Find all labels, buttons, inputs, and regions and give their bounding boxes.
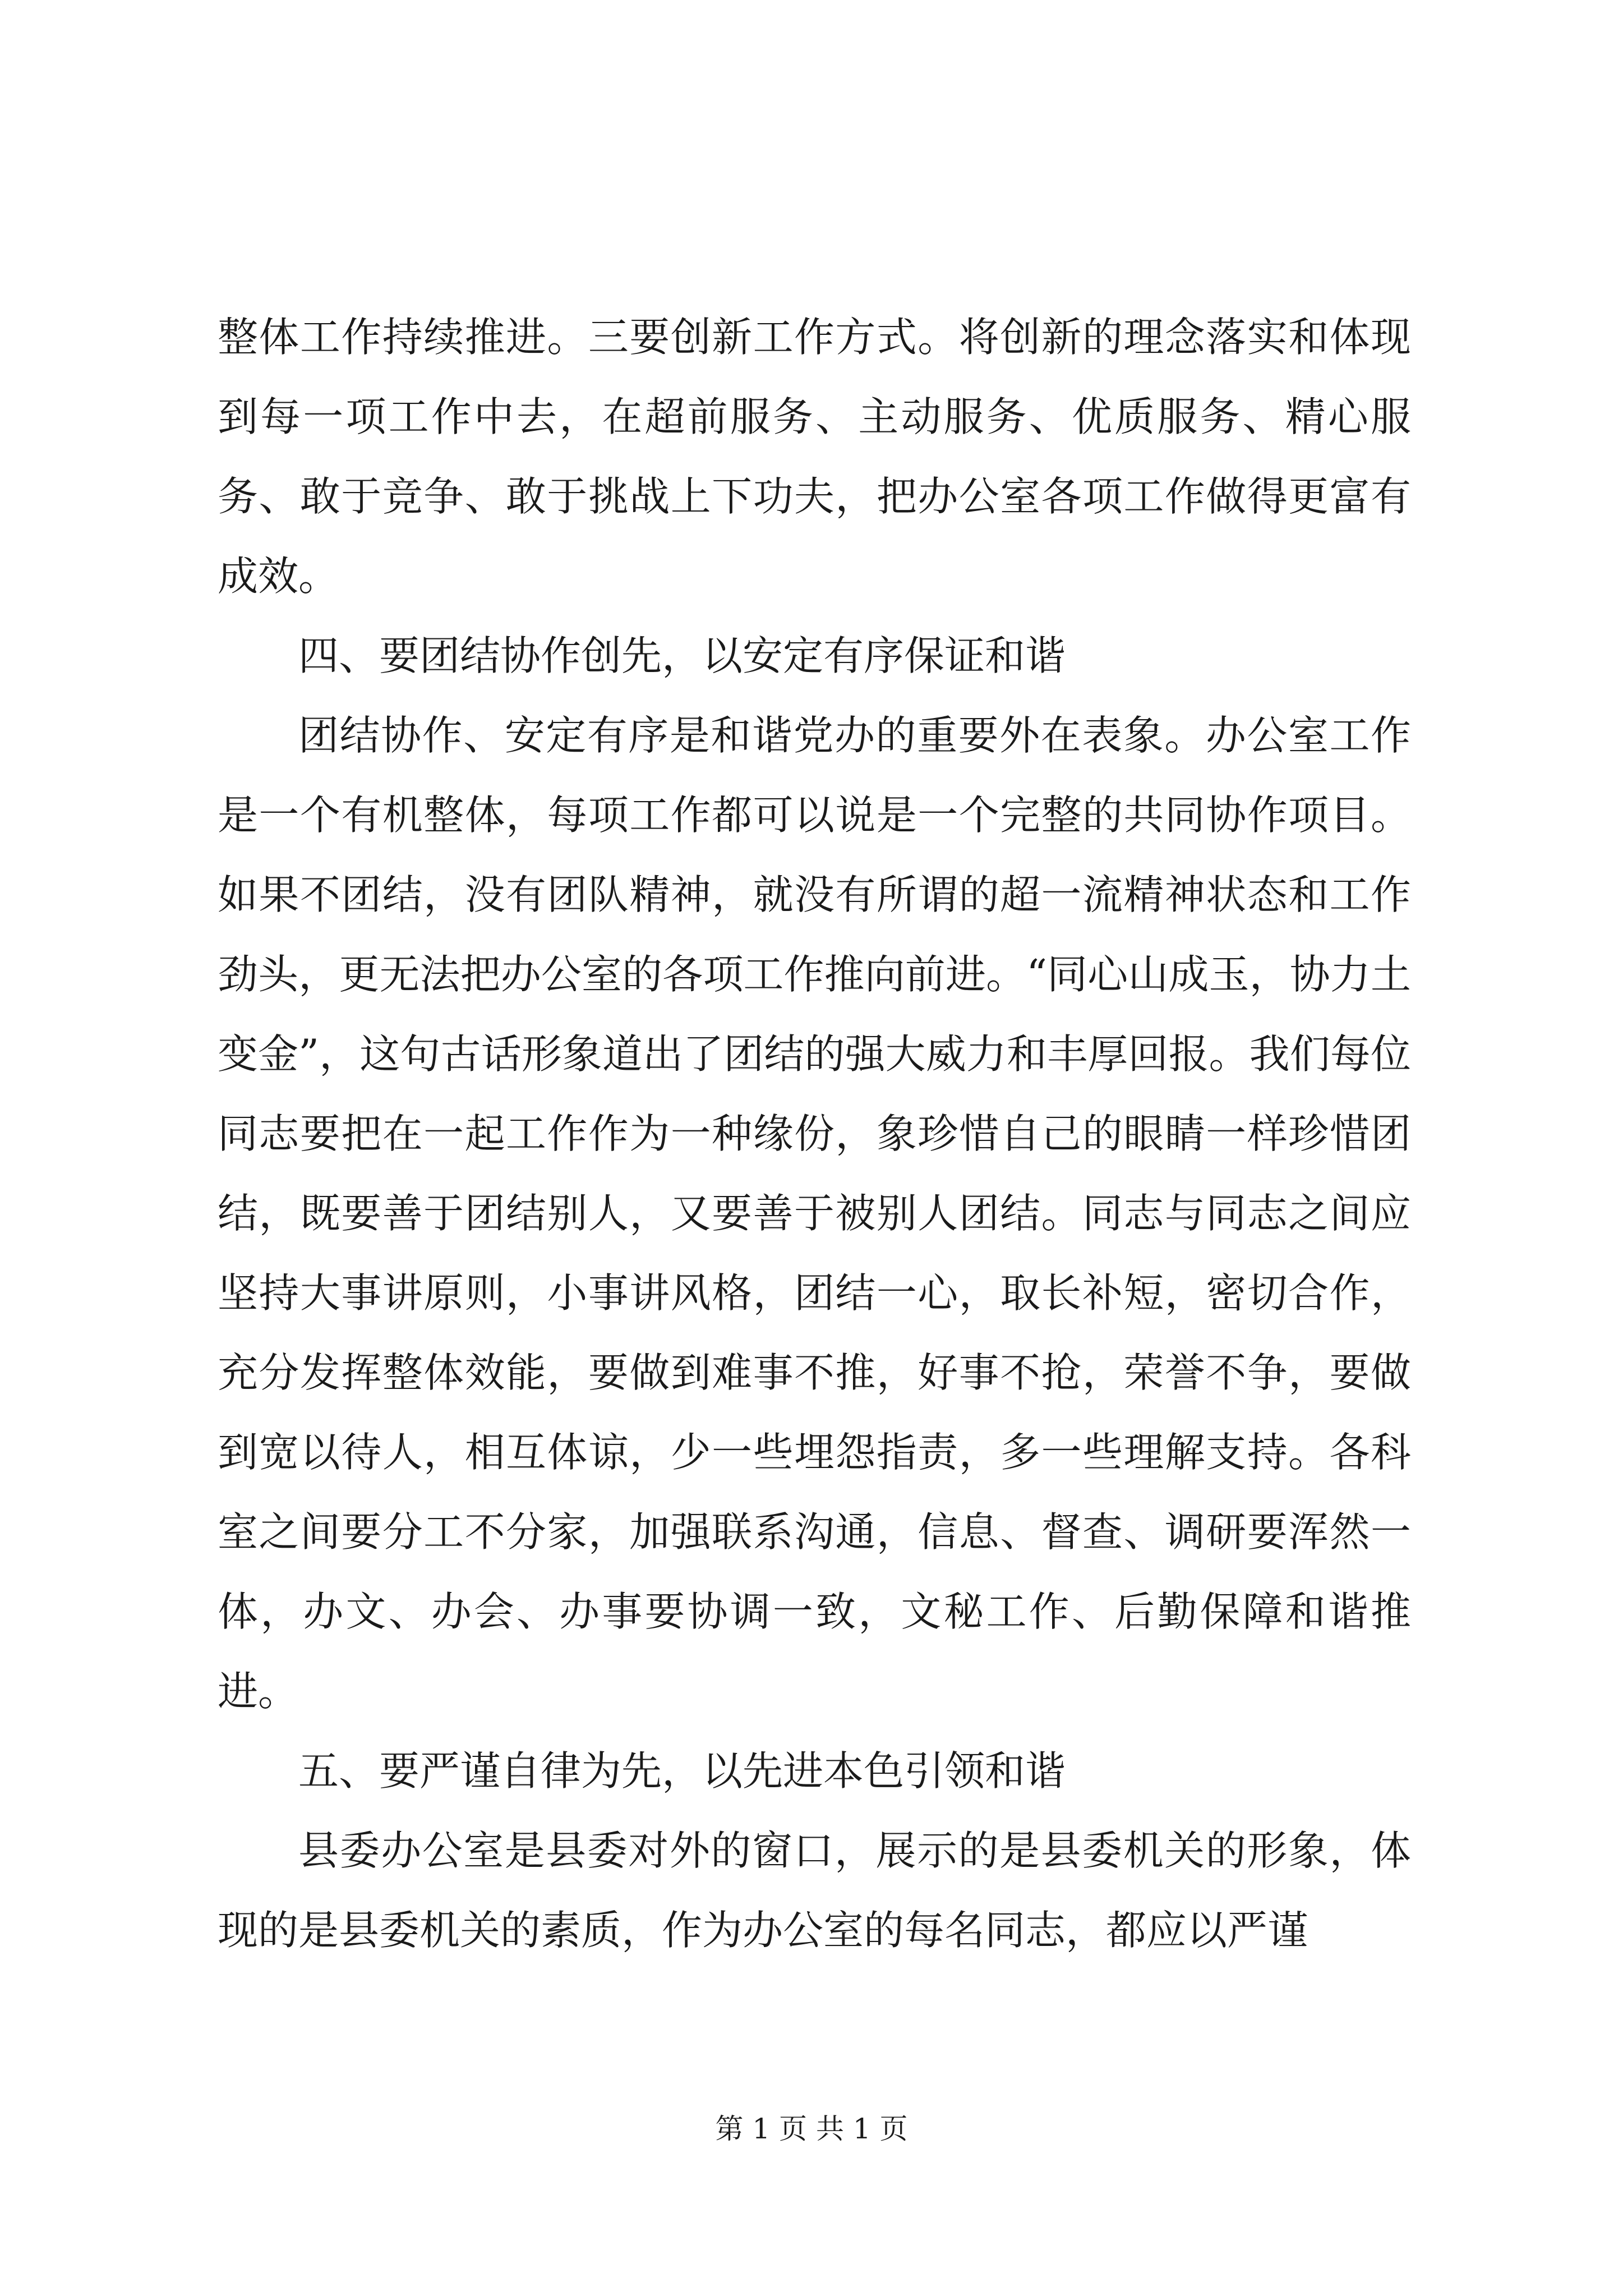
paragraph: 整体工作持续推进。三要创新工作方式。将创新的理念落实和体现到每一项工作中去，在超前服务、主动服务、优质服务、精心服务、敢于竞争、敢于挑战上下功夫，把办公室各项工作做得更富有成效。	[218, 314, 1411, 600]
section-heading: 五、要严谨自律为先，以先进本色引领和谐	[298, 1747, 1066, 1795]
paragraph: 团结协作、安定有序是和谐党办的重要外在表象。办公室工作是一个有机整体，每项工作都可以说是一个完整的共同协作项目。如果不团结，没有团队精神，就没有所谓的超一流精神状态和工作劲头，更无法把办公室的各项工作推向前进。“同心山成玉，协力土变金”，这句古话形象道出了团结的强大威力和丰厚回报。我们每位同志要把在一起工作作为一种缘份，象珍惜自己的眼睛一样珍惜团结，既要善于团结别人，又要善于被别人团结。同志与同志之间应坚持大事讲原则，小事讲风格，团结一心，取长补短，密切合作，充分发挥整体效能，要做到难事不推，好事不抢，荣誉不争，要做到宽以待人，相互体谅，少一些埋怨指责，多一些理解支持。各科室之间要分工不分家，加强联系沟通，信息、督查、调研要浑然一体，办文、办会、办事要协调一致，文秘工作、后勤保障和谐推进。	[218, 712, 1411, 1715]
section-heading: 四、要团结协作创先，以安定有序保证和谐	[298, 632, 1066, 679]
page-footer: 第 1 页 共 1 页	[715, 2113, 908, 2145]
document-body	[218, 297, 1411, 1970]
paragraph: 县委办公室是县委对外的窗口，展示的是县委机关的形象，体现的是县委机关的素质，作为办公室的每名同志，都应以严谨	[218, 1827, 1411, 1954]
